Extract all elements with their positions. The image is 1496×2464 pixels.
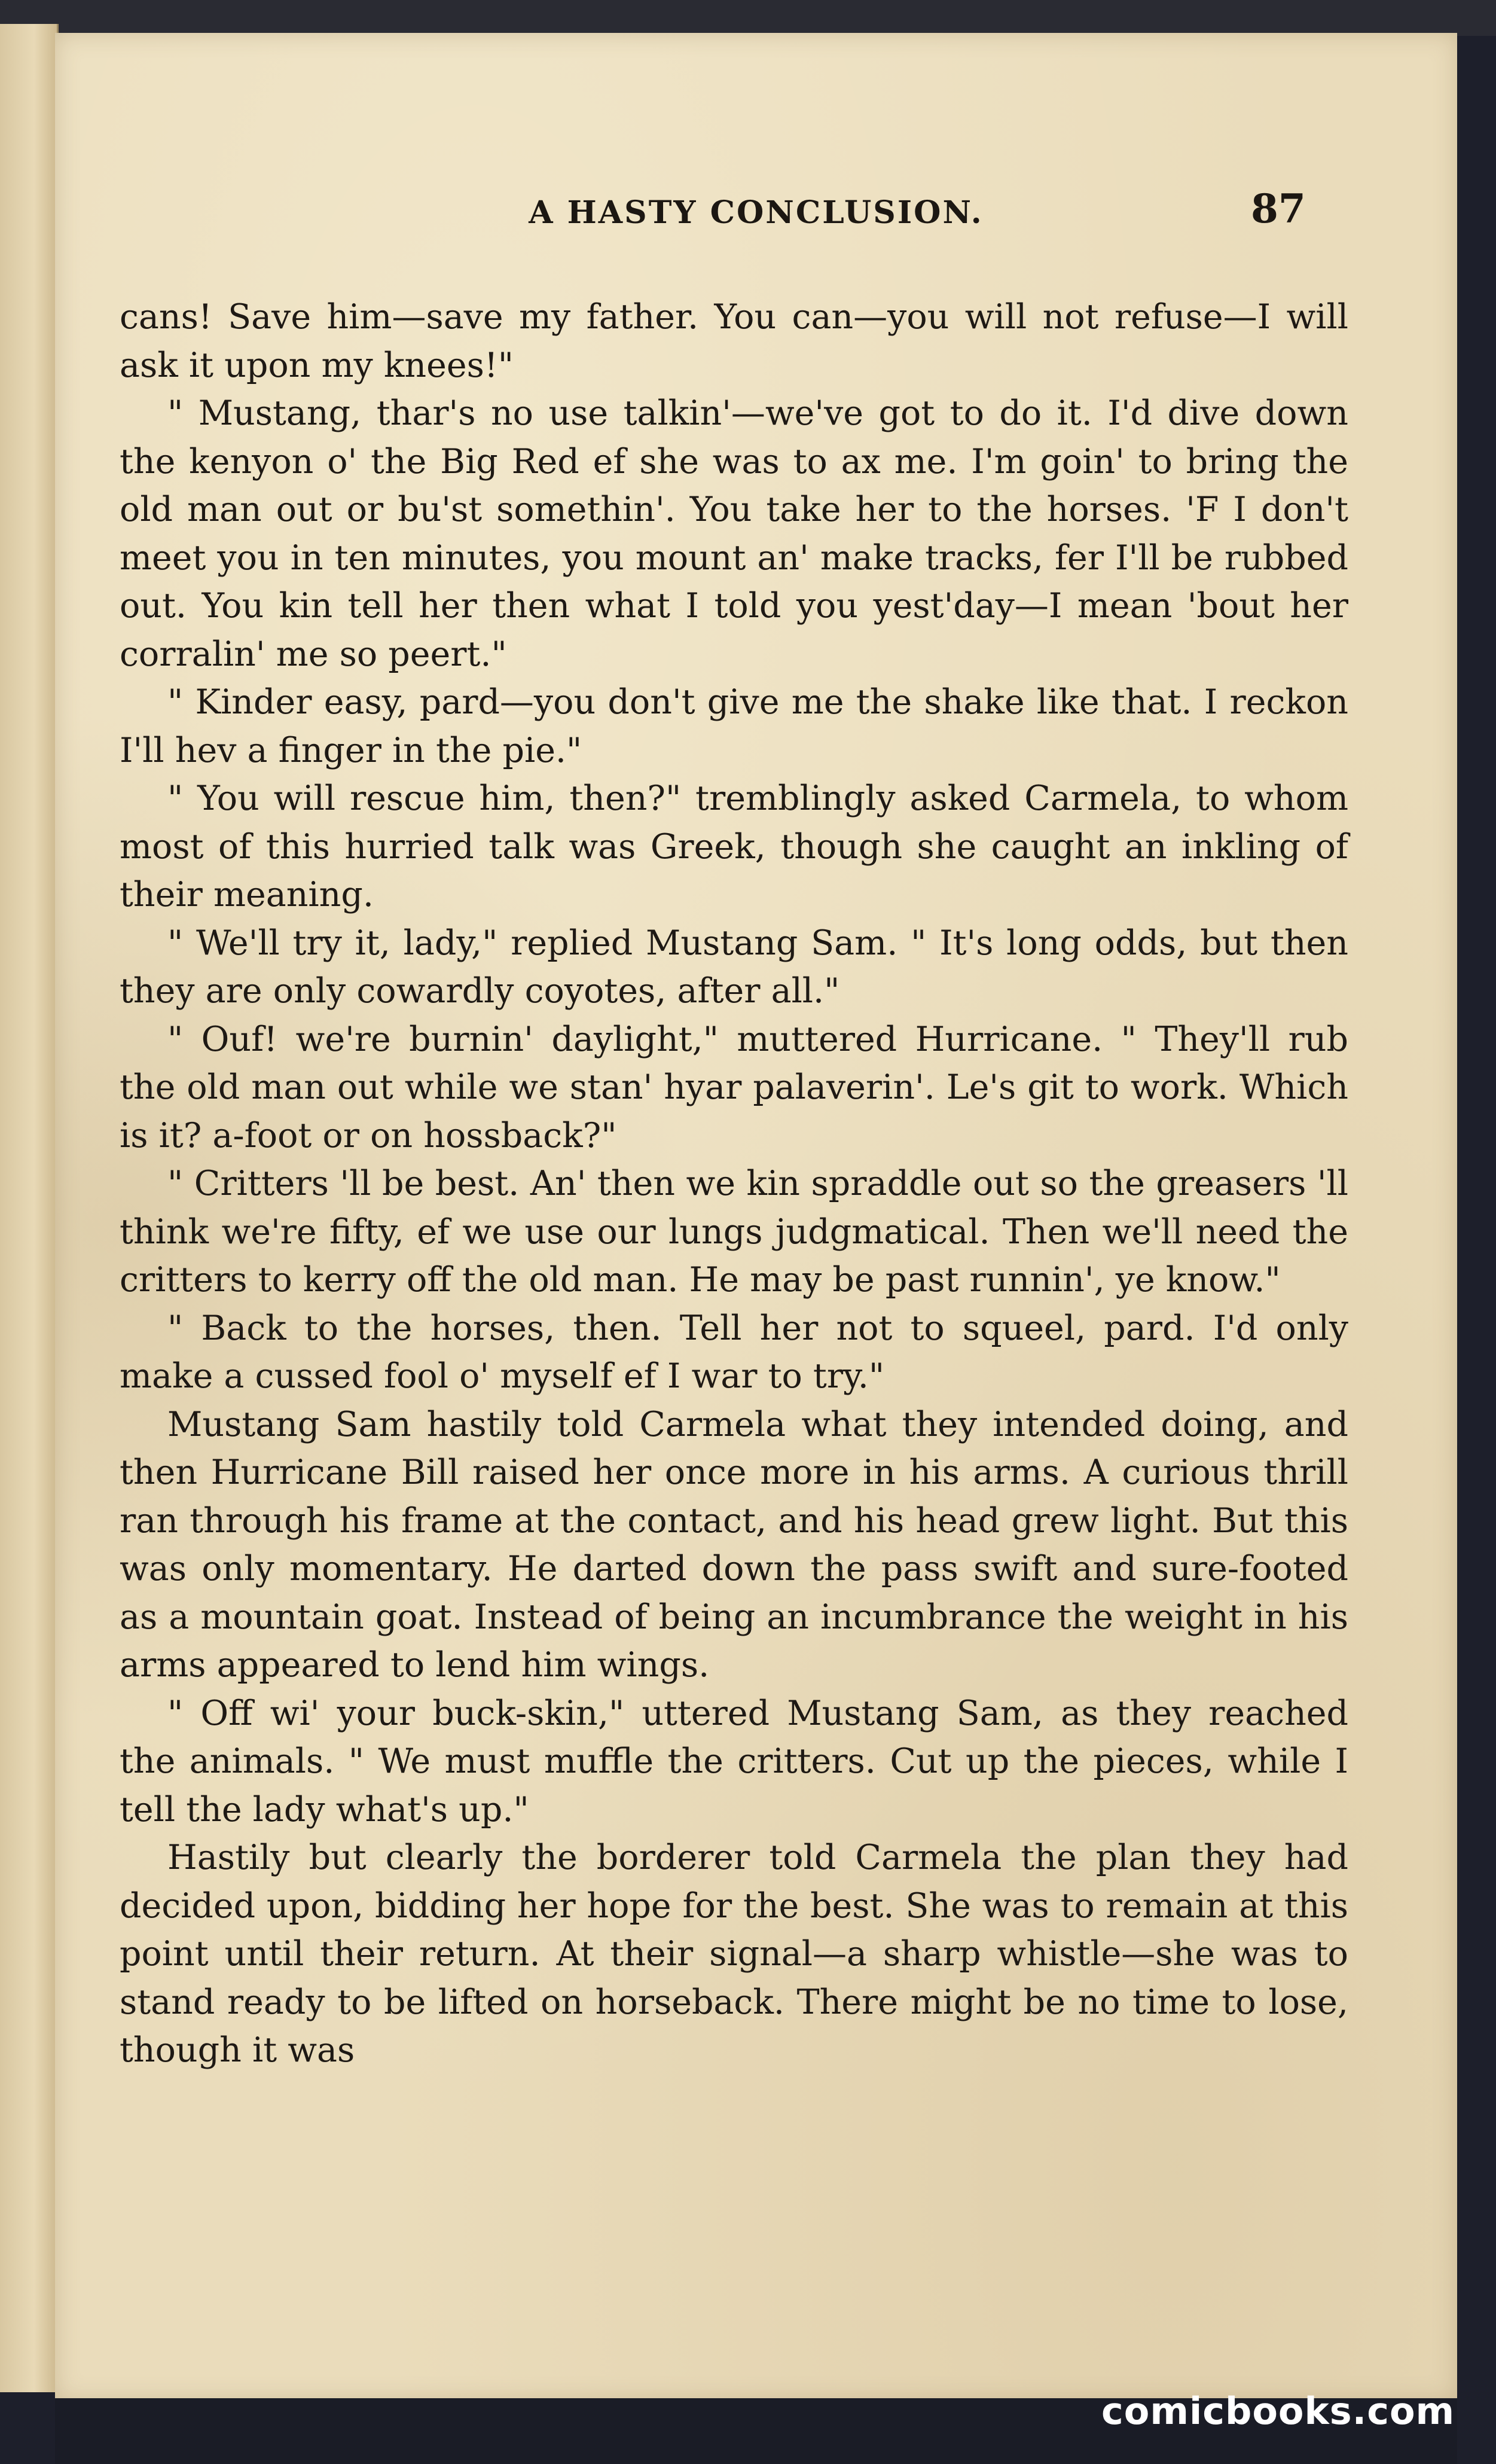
paragraph: " We'll try it, lady," replied Mustang Sam. " It's long odds, but then they are only cowardly coyotes, after all." [120,923,1348,1011]
scan-top-border [0,0,1496,36]
paragraph: " Critters 'll be best. An' then we kin spraddle out so the greasers 'll think we're fifty, ef we use our lungs judgmatical. Then we'll need the critters to kerry off the old man. He may be past runnin', ye know." [120,1164,1348,1300]
paragraph: cans! Save him—save my father. You can—you will not refuse—I will ask it upon my knees!" [120,297,1348,385]
paragraph: " Ouf! we're burnin' daylight," muttered Hurricane. " They'll rub the old man out while we stan' hyar palaverin'. Le's git to work. Which is it? a-foot or on hossback?" [120,1019,1348,1155]
paragraph: " Off wi' your buck-skin," uttered Mustang Sam, as they reached the animals. " We must muffle the critters. Cut up the pieces, while I tell the lady what's up." [120,1693,1348,1829]
running-head: A HASTY CONCLUSION. [529,194,984,231]
paragraph: " You will rescue him, then?" tremblingly asked Carmela, to whom most of this hurried talk was Greek, though she caught an inkling of their meaning. [120,779,1348,914]
paragraph: " Mustang, thar's no use talkin'—we've got to do it. I'd dive down the kenyon o' the Big Red ef she was to ax me. I'm goin' to bring the old man out or bu'st somethin'. You take her to the horses. 'F I don't meet you in ten minutes, you mount an' make tracks, fer I'll be rubbed out. You kin tell her then what I told you yest'day—I mean 'bout her corralin' me so peert." [120,394,1348,674]
paragraph: Mustang Sam hastily told Carmela what they intended doing, and then Hurricane Bill raised her once more in his arms. A curious thrill ran through his frame at the contact, and his head grew light. But this was only momentary. He darted down the pass swift and sure-footed as a mountain goat. Instead of being an incumbrance the weight in his arms appeared to lend him wings. [120,1404,1348,1685]
body-text [120,293,1348,2075]
paragraph: " Back to the horses, then. Tell her not to squeel, pard. I'd only make a cussed fool o' myself ef I war to try." [120,1308,1348,1396]
book-page [55,33,1457,2401]
watermark: comicbooks.com [1101,2389,1455,2433]
paragraph: Hastily but clearly the borderer told Carmela the plan they had decided upon, bidding her hope for the best. She was to remain at this point until their return. At their signal—a sharp whistle—she was to stand ready to be lifted on horseback. There might be no time to lose, though it was [120,1838,1348,2070]
paragraph: " Kinder easy, pard—you don't give me the shake like that. I reckon I'll hev a finger in the pie." [120,682,1348,770]
page-number: 87 [1251,185,1306,232]
facing-page-edge [0,24,59,2392]
